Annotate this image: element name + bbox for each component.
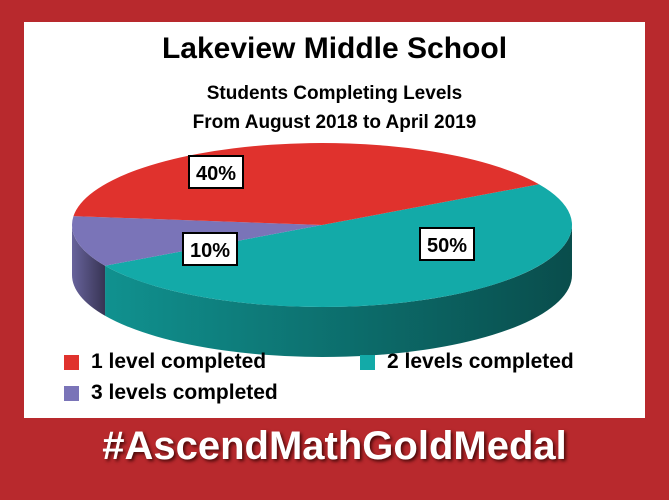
svg-text:10%: 10%: [189, 240, 231, 262]
legend-item-2-levels: [360, 350, 574, 374]
data-label-3-levels-completed: [183, 233, 237, 265]
chart-title: Lakeview Middle School: [161, 32, 508, 65]
chart-subtitle-line-1: Students Completing Levels: [206, 83, 463, 104]
legend-swatch-2-levels: [360, 355, 375, 370]
legend-swatch-3-levels: [64, 386, 79, 401]
hashtag-banner: #AscendMathGoldMedal: [102, 424, 567, 468]
legend-label-3-levels: 3 levels completed: [91, 381, 278, 404]
svg-text:50%: 50%: [426, 235, 468, 257]
legend-swatch-1-level: [64, 355, 79, 370]
legend-item-1-level: [64, 350, 266, 374]
legend-label-2-levels: 2 levels completed: [387, 350, 574, 373]
chart-subtitle-line-2: From August 2018 to April 2019: [192, 112, 477, 133]
legend-item-3-levels: [64, 381, 278, 405]
legend-label-1-level: 1 level completed: [91, 350, 267, 373]
data-label-1-level-completed: [189, 156, 243, 188]
data-label-2-levels-completed: [420, 228, 474, 260]
svg-text:40%: 40%: [195, 163, 237, 185]
